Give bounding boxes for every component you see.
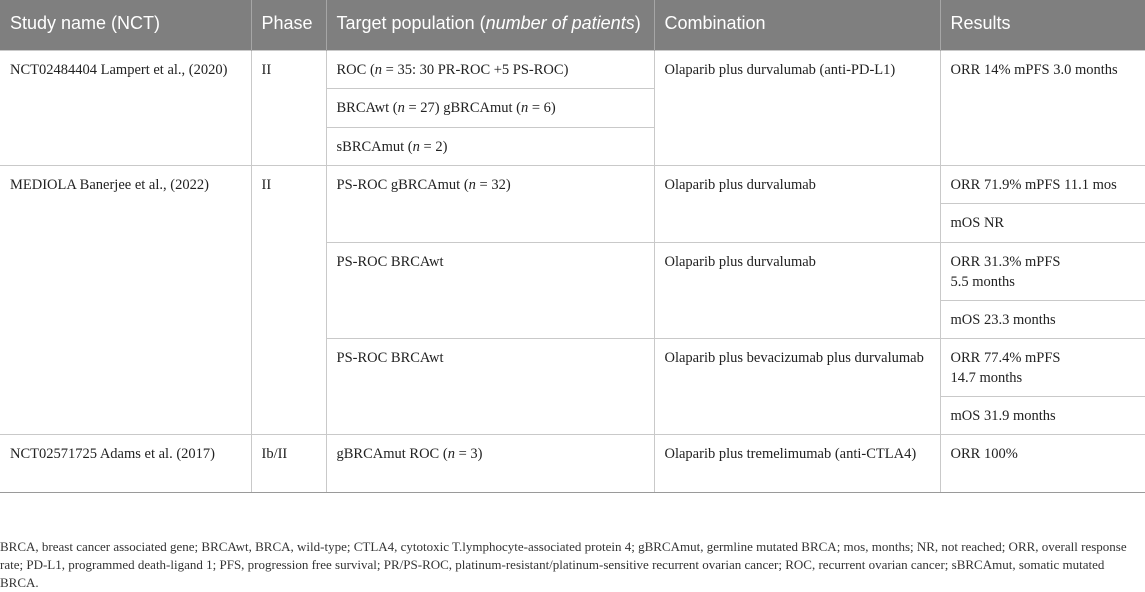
header-study: Study name (NCT) [0, 0, 251, 50]
study-cell: NCT02571725 Adams et al. (2017) [0, 434, 251, 492]
target-cell: PS-ROC BRCAwt [326, 242, 654, 338]
target-cell: BRCAwt (n = 27) gBRCAmut (n = 6) [326, 88, 654, 127]
header-combination: Combination [654, 0, 940, 50]
study-cell: MEDIOLA Banerjee et al., (2022) [0, 165, 251, 434]
target-cell: sBRCAmut (n = 2) [326, 127, 654, 165]
result-cell: ORR 14% mPFS 3.0 months [940, 50, 1145, 165]
result-cell: mOS 23.3 months [940, 300, 1145, 338]
header-target-population: Target population (number of patients) [326, 0, 654, 50]
header-phase: Phase [251, 0, 326, 50]
result-cell: mOS 31.9 months [940, 396, 1145, 434]
target-cell: ROC (n = 35: 30 PR-ROC +5 PS-ROC) [326, 50, 654, 88]
combination-cell: Olaparib plus bevacizumab plus durvalumab [654, 338, 940, 434]
target-cell: PS-ROC gBRCAmut (n = 32) [326, 165, 654, 242]
result-cell: ORR 71.9% mPFS 11.1 mos [940, 165, 1145, 203]
study-cell: NCT02484404 Lampert et al., (2020) [0, 50, 251, 165]
result-cell: ORR 31.3% mPFS 5.5 months [940, 242, 1145, 300]
combination-cell: Olaparib plus durvalumab [654, 242, 940, 338]
table-row [0, 434, 1145, 492]
phase-cell: II [251, 165, 326, 434]
result-cell: mOS NR [940, 203, 1145, 242]
phase-cell: Ib/II [251, 434, 326, 492]
target-cell: PS-ROC BRCAwt [326, 338, 654, 434]
table-row [0, 50, 1145, 88]
combination-cell: Olaparib plus durvalumab (anti-PD-L1) [654, 50, 940, 165]
result-cell: ORR 100% [940, 434, 1145, 492]
header-row [0, 0, 1145, 50]
table-row [0, 165, 1145, 203]
result-cell: ORR 77.4% mPFS 14.7 months [940, 338, 1145, 396]
target-cell: gBRCAmut ROC (n = 3) [326, 434, 654, 492]
combination-cell: Olaparib plus durvalumab [654, 165, 940, 242]
header-results: Results [940, 0, 1145, 50]
phase-cell: II [251, 50, 326, 165]
table-footnote: BRCA, breast cancer associated gene; BRCAwt, BRCA, wild-type; CTLA4, cytotoxic T.lymphocyte-associated protein 4; gBRCAmut, germline mutated BRCA; mos, months; NR, not reached; ORR, overall response rate; PD-L1, programmed death-ligand 1; PFS, progression free survival; PR/PS-ROC, platinum-resistant/platinum-sensitive recurrent ovarian cancer; ROC, recurrent ovarian cancer; sBRCAmut, somatic mutated BRCA. [0, 539, 1127, 590]
combination-cell: Olaparib plus tremelimumab (anti-CTLA4) [654, 434, 940, 492]
